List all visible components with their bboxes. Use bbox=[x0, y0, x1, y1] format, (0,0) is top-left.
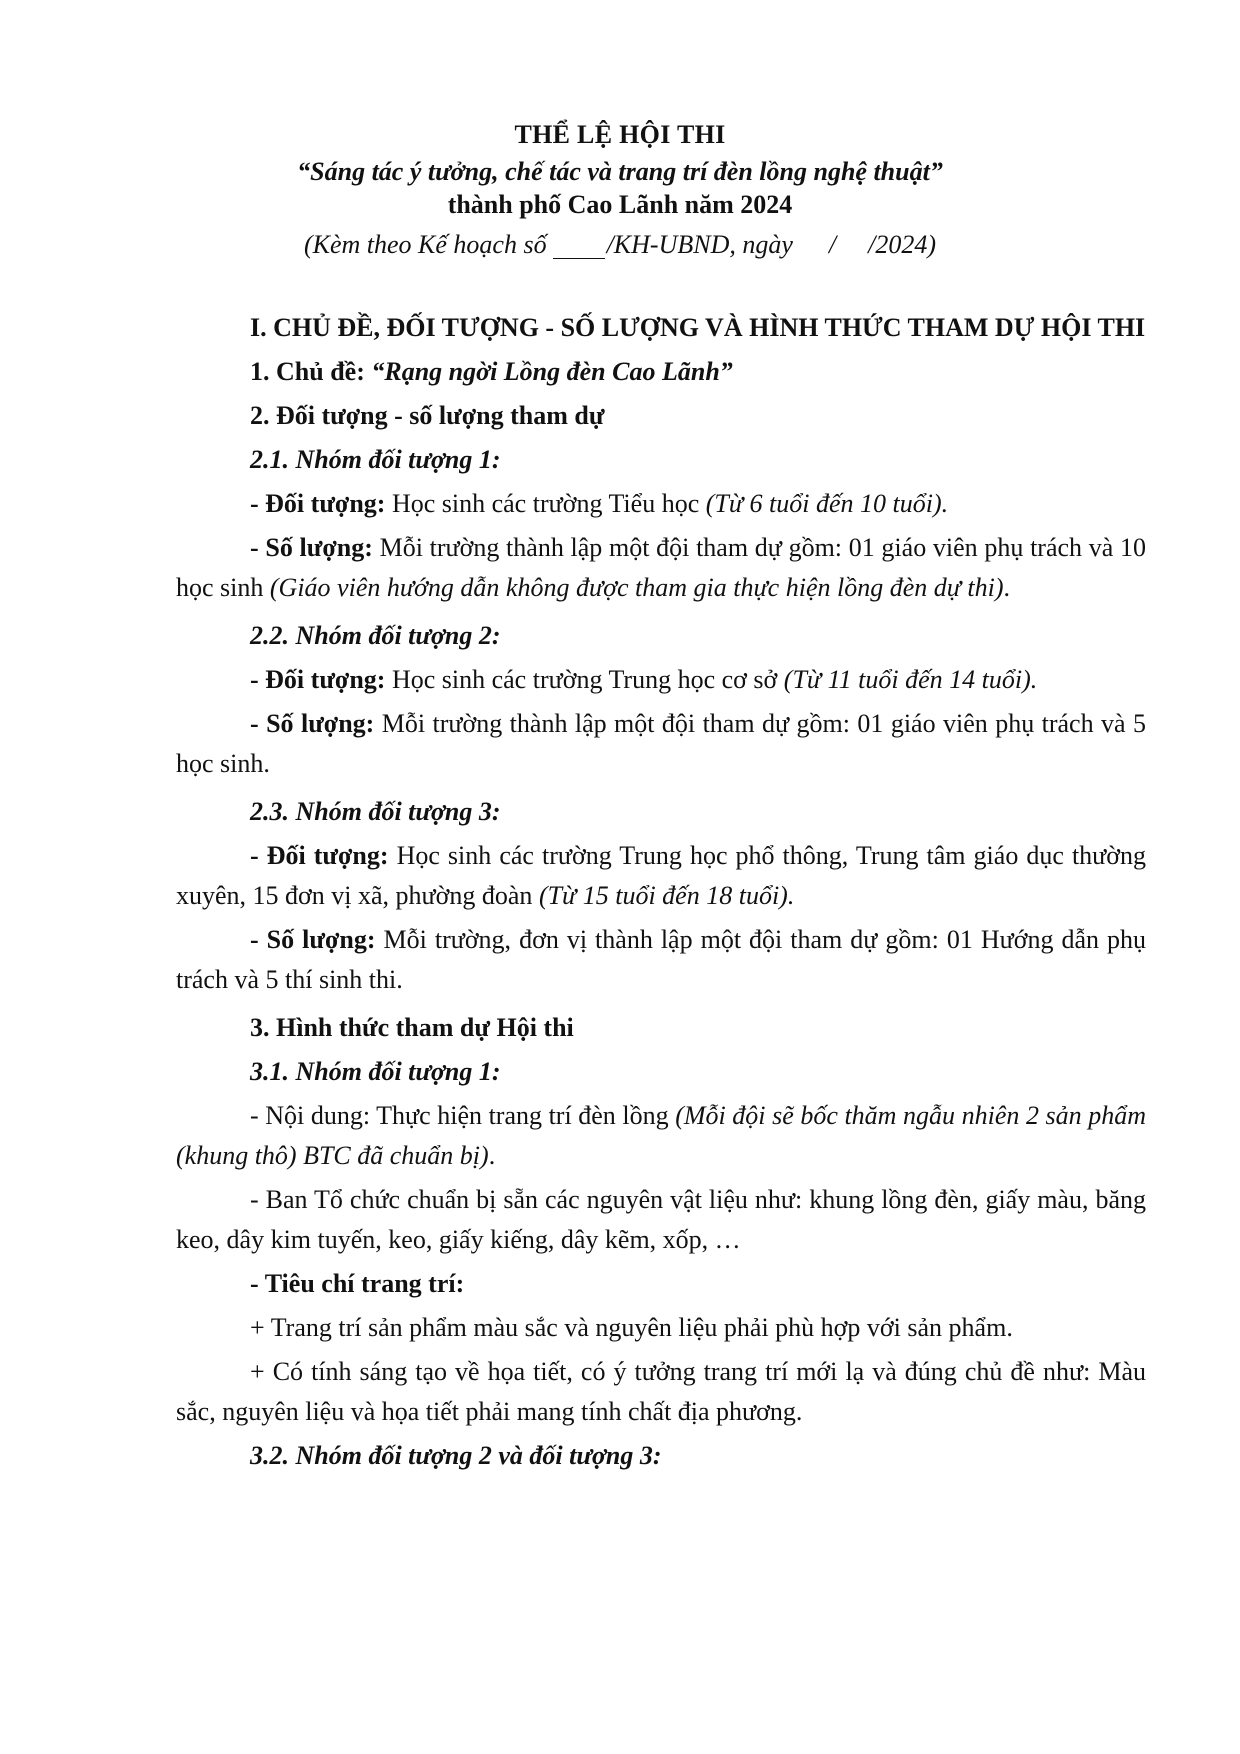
attachment-suffix: /2024) bbox=[868, 230, 937, 259]
group1-count-end: . bbox=[1003, 573, 1011, 602]
topic-line bbox=[176, 352, 1146, 392]
document-body bbox=[176, 308, 1146, 1476]
group1-count bbox=[176, 528, 1146, 608]
group3-target-text: Học sinh các trường Trung học phổ thông, Trung tâm giáo dục thường xuyên, 15 đơn vị xã, phường đoàn bbox=[176, 841, 1147, 910]
format-group1-content-text: - Nội dung: Thực hiện trang trí đèn lồng bbox=[250, 1101, 676, 1130]
topic-value: “Rạng ngời Lồng đèn Cao Lãnh” bbox=[371, 357, 733, 386]
group3-target bbox=[176, 836, 1146, 916]
group1-count-note: (Giáo viên hướng dẫn không được tham gia thực hiện lồng đèn dự thi) bbox=[269, 573, 1004, 602]
document-subtitle: “Sáng tác ý tưởng, chế tác và trang trí đèn lồng nghệ thuật” bbox=[297, 157, 943, 186]
group2-target-note: (Từ 11 tuổi đến 14 tuổi). bbox=[783, 665, 1038, 694]
format-heading: 3. Hình thức tham dự Hội thi bbox=[250, 1013, 574, 1042]
group1-target-label: - Đối tượng: bbox=[250, 489, 386, 518]
group1-target-note: (Từ 6 tuổi đến 10 tuổi). bbox=[705, 489, 949, 518]
group3-count-label: - Số lượng: bbox=[250, 925, 376, 954]
group1-count-label: - Số lượng: bbox=[250, 533, 373, 562]
group2-count bbox=[176, 704, 1146, 784]
format-group1-content-note: (Mỗi đội sẽ bốc thăm ngẫu nhiên 2 sản phẩm (khung thô) BTC đã chuẩn bị) bbox=[176, 1101, 1147, 1170]
group3-count-text: Mỗi trường, đơn vị thành lập một đội tham dự gồm: 01 Hướng dẫn phụ trách và 5 thí sinh thi. bbox=[176, 925, 1146, 994]
format-group23-heading: 3.2. Nhóm đối tượng 2 và đối tượng 3: bbox=[250, 1441, 662, 1470]
format-group1-materials: - Ban Tổ chức chuẩn bị sẵn các nguyên vật liệu như: khung lồng đèn, giấy màu, băng keo, dây kim tuyến, keo, giấy kiếng, dây kẽm, xốp, … bbox=[176, 1185, 1146, 1254]
group2-count-text: Mỗi trường thành lập một đội tham dự gồm: 01 giáo viên phụ trách và 5 học sinh. bbox=[176, 709, 1146, 778]
plan-number-blank bbox=[553, 236, 605, 259]
group2-count-label: - Số lượng: bbox=[250, 709, 375, 738]
topic-label: 1. Chủ đề: bbox=[250, 357, 372, 386]
section-heading: I. CHỦ ĐỀ, ĐỐI TƯỢNG - SỐ LƯỢNG VÀ HÌNH THỨC THAM DỰ HỘI THI bbox=[250, 313, 1146, 342]
format-group1-content bbox=[176, 1096, 1146, 1176]
document-subtitle-city-year: thành phố Cao Lãnh năm 2024 bbox=[447, 190, 793, 219]
group3-count bbox=[176, 920, 1146, 1000]
criteria-item-1: + Trang trí sản phẩm màu sắc và nguyên liệu phải phù hợp với sản phẩm. bbox=[250, 1313, 1013, 1342]
group1-target-text: Học sinh các trường Tiểu học bbox=[385, 489, 706, 518]
attachment-prefix: (Kèm theo Kế hoạch số bbox=[303, 230, 547, 259]
group1-target bbox=[176, 484, 1146, 524]
attachment-note bbox=[0, 230, 1240, 260]
group2-target-label: - Đối tượng: bbox=[250, 665, 386, 694]
attachment-mid: /KH-UBND, ngày bbox=[606, 230, 793, 259]
criteria-item-2: + Có tính sáng tạo về họa tiết, có ý tưởng trang trí mới lạ và đúng chủ đề như: Màu sắc, nguyên liệu và họa tiết phải mang tính chất địa phương. bbox=[176, 1357, 1146, 1426]
format-group1-content-end: . bbox=[488, 1141, 496, 1170]
participants-heading: 2. Đối tượng - số lượng tham dự bbox=[250, 401, 605, 430]
group2-heading: 2.2. Nhóm đối tượng 2: bbox=[250, 621, 501, 650]
group2-target bbox=[176, 660, 1146, 700]
group3-target-label: - Đối tượng: bbox=[250, 841, 389, 870]
criteria-heading: - Tiêu chí trang trí: bbox=[250, 1269, 465, 1298]
group2-target-text: Học sinh các trường Trung học cơ sở bbox=[385, 665, 784, 694]
group1-count-text: Mỗi trường thành lập một đội tham dự gồm: 01 giáo viên phụ trách và 10 học sinh bbox=[176, 533, 1146, 602]
group3-target-note: (Từ 15 tuổi đến 18 tuổi). bbox=[538, 881, 795, 910]
format-group1-heading: 3.1. Nhóm đối tượng 1: bbox=[250, 1057, 501, 1086]
document-title: THỂ LỆ HỘI THI bbox=[514, 120, 726, 149]
attachment-slash: / bbox=[828, 230, 837, 259]
group3-heading: 2.3. Nhóm đối tượng 3: bbox=[250, 797, 501, 826]
group1-heading: 2.1. Nhóm đối tượng 1: bbox=[250, 445, 501, 474]
